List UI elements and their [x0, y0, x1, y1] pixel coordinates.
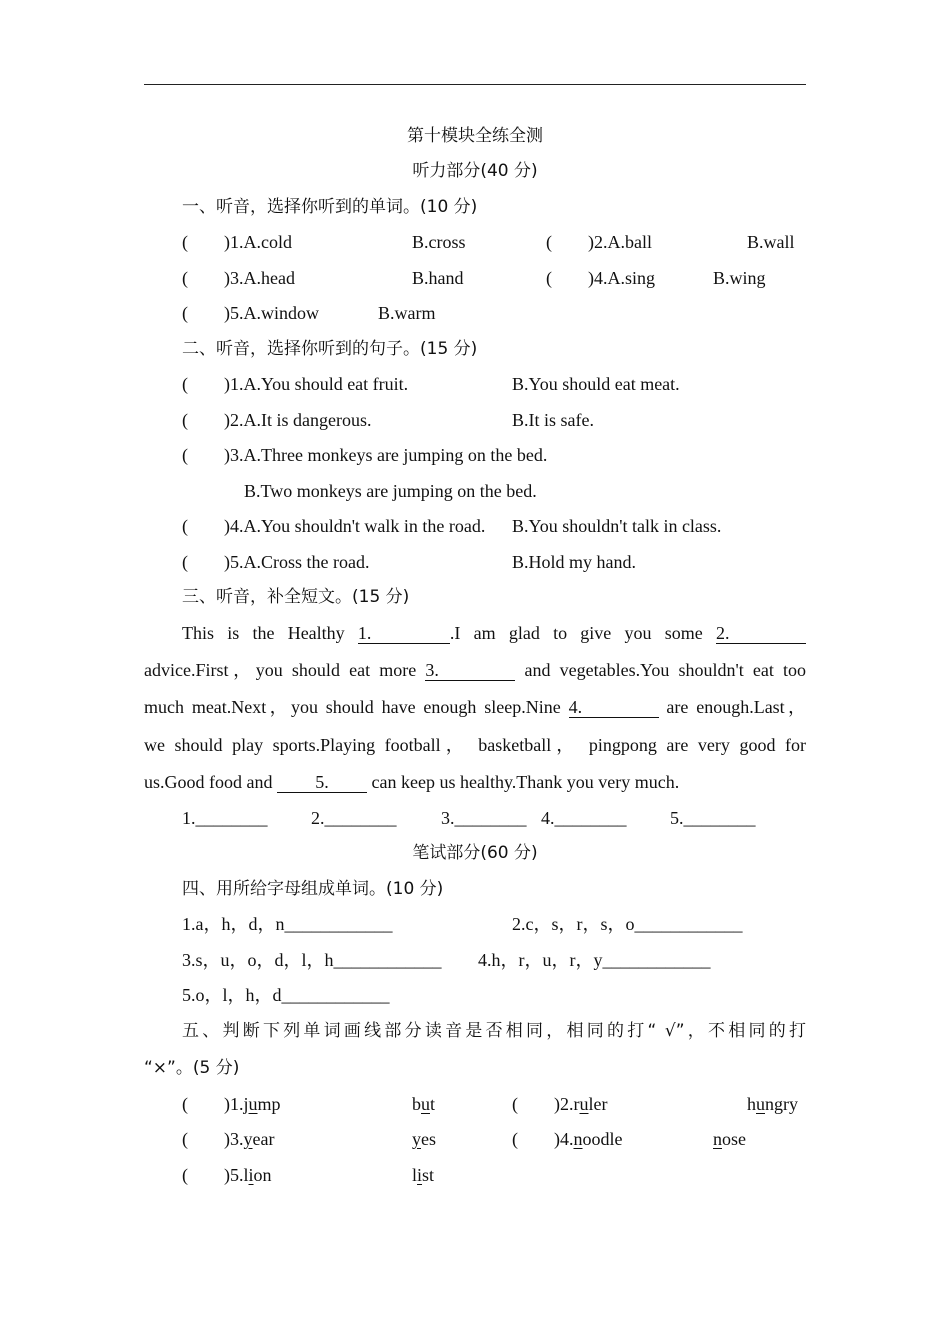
s2-q4-a: ( )4.A.You shouldn't walk in the road.: [182, 516, 486, 536]
answer-3[interactable]: 3.________: [441, 808, 527, 828]
section5-heading-line1: 五、判断下列单词画线部分读音是否相同，相同的打“ √”，不相同的打: [182, 1021, 806, 1041]
answer-paren[interactable]: ( ): [182, 1165, 230, 1185]
word-part: l: [412, 1165, 418, 1185]
s4-item-4[interactable]: 4.h，r，u，r，y____________: [478, 950, 711, 970]
s2-q1-b: B.You should eat meat.: [512, 374, 680, 394]
item-number: 3.: [230, 1129, 244, 1149]
underlined-letters: y: [412, 1129, 421, 1149]
s2-q2-b: B.It is safe.: [512, 410, 594, 430]
passage-blank-5[interactable]: 5.: [277, 772, 367, 793]
s5-item-3-compare: [412, 1127, 436, 1151]
word-part: on: [253, 1165, 272, 1185]
passage-blank-2[interactable]: 2.: [716, 623, 806, 644]
s5-item-4: [512, 1127, 623, 1151]
answer-4[interactable]: 4.________: [541, 808, 627, 828]
s4-item-5[interactable]: 5.o，l，h，d____________: [182, 985, 390, 1005]
word-part: ler: [588, 1094, 608, 1114]
passage-text: This is the Healthy: [182, 623, 345, 643]
s1-q4-b: B.wing: [713, 268, 766, 288]
s1-q3: ( )3.A.head: [182, 268, 295, 288]
passage-blank-1[interactable]: 1.: [358, 623, 450, 644]
s1-q4: ( )4.A.sing: [546, 268, 655, 288]
s2-q1-a: ( )1.A.You should eat fruit.: [182, 374, 409, 394]
answer-1[interactable]: 1.________: [182, 808, 268, 828]
s4-item-2[interactable]: 2.c，s，r，s，o____________: [512, 914, 743, 934]
s5-item-1-compare: [412, 1092, 435, 1116]
passage-blank-4[interactable]: 4.: [569, 697, 659, 718]
word-part: t: [430, 1094, 436, 1114]
section5-heading-line2: “×”。(5 分): [144, 1058, 240, 1078]
s1-q5-b: B.warm: [378, 303, 436, 323]
answer-paren[interactable]: ( ): [182, 1094, 230, 1114]
listening-header: 听力部分(40 分): [412, 161, 538, 181]
s5-item-5: [182, 1163, 272, 1187]
item-number: 1.: [230, 1094, 244, 1114]
s1-q3-b: B.hand: [412, 268, 464, 288]
section2-heading: 二、听音，选择你听到的句子。(15 分): [182, 339, 478, 359]
word-part: r: [573, 1094, 580, 1114]
passage-line-3: [144, 695, 806, 719]
s2-q5-a: ( )5.A.Cross the road.: [182, 552, 370, 572]
s5-item-4-compare: [713, 1127, 746, 1151]
underlined-letters: u: [579, 1094, 589, 1114]
passage-text: advice.First，you should eat more: [144, 660, 417, 680]
written-header: 笔试部分(60 分): [412, 843, 538, 863]
s1-q1-b: B.cross: [412, 232, 466, 252]
answer-paren[interactable]: ( ): [182, 1129, 230, 1149]
passage-text: .I am glad to give you some: [449, 623, 703, 643]
underlined-letters: u: [248, 1094, 258, 1114]
word-part: st: [422, 1165, 435, 1185]
s2-q3-b: B.Two monkeys are jumping on the bed.: [244, 481, 537, 501]
item-number: 5.: [230, 1165, 244, 1185]
word-part: ngry: [765, 1094, 798, 1114]
section4-heading: 四、用所给字母组成单词。(10 分): [182, 879, 444, 899]
passage-line-5: [144, 770, 679, 794]
word-part: es: [421, 1129, 436, 1149]
passage-text: much meat.Next，you should have enough sleep.Nine: [144, 697, 561, 717]
section3-heading: 三、听音，补全短文。(15 分): [182, 587, 410, 607]
word-part: ear: [252, 1129, 275, 1149]
s4-item-3[interactable]: 3.s，u，o，d，l，h____________: [182, 950, 442, 970]
section1-heading: 一、听音，选择你听到的单词。(10 分): [182, 197, 478, 217]
s5-item-1: [182, 1092, 281, 1116]
word-part: h: [747, 1094, 756, 1114]
underlined-letters: i: [248, 1165, 254, 1185]
s1-q1: ( )1.A.cold: [182, 232, 292, 252]
s5-item-5-compare: [412, 1163, 434, 1187]
word-part: j: [243, 1094, 249, 1114]
underlined-letters: n: [713, 1129, 722, 1149]
underlined-letters: u: [756, 1094, 765, 1114]
word-part: oodle: [582, 1129, 623, 1149]
s2-q4-b: B.You shouldn't talk in class.: [512, 516, 722, 536]
word-part: b: [412, 1094, 421, 1114]
passage-text: are enough.Last，: [666, 697, 807, 717]
word-part: l: [243, 1165, 249, 1185]
s5-item-2-compare: [747, 1092, 798, 1116]
page-title: 第十模块全练全测: [407, 126, 543, 146]
passage-text: us.Good food and: [144, 772, 273, 792]
passage-text: and vegetables.You shouldn't eat too: [524, 660, 806, 680]
s2-q3-a: ( )3.A.Three monkeys are jumping on the bed.: [182, 445, 548, 465]
answer-paren[interactable]: ( ): [512, 1094, 560, 1114]
header-rule: [144, 84, 806, 85]
s1-q2-b: B.wall: [747, 232, 795, 252]
passage-line-4: we should play sports.Playing football， basketball， pingpong are very good for: [144, 735, 806, 755]
item-number: 4.: [560, 1129, 574, 1149]
passage-text: can keep us healthy.Thank you very much.: [371, 772, 680, 792]
answer-2[interactable]: 2.________: [311, 808, 397, 828]
underlined-letters: u: [421, 1094, 430, 1114]
word-part: ose: [722, 1129, 746, 1149]
passage-line-2: [144, 658, 806, 682]
underlined-letters: i: [417, 1165, 423, 1185]
passage-line-1: [182, 621, 806, 645]
underlined-letters: n: [573, 1129, 583, 1149]
answer-5[interactable]: 5.________: [670, 808, 756, 828]
s1-q5: ( )5.A.window: [182, 303, 319, 323]
answer-paren[interactable]: ( ): [512, 1129, 560, 1149]
item-number: 2.: [560, 1094, 574, 1114]
word-part: mp: [257, 1094, 281, 1114]
s4-item-1[interactable]: 1.a，h，d，n____________: [182, 914, 393, 934]
s1-q2: ( )2.A.ball: [546, 232, 652, 252]
s5-item-3: [182, 1127, 274, 1151]
s2-q5-b: B.Hold my hand.: [512, 552, 636, 572]
s5-item-2: [512, 1092, 607, 1116]
underlined-letters: y: [243, 1129, 253, 1149]
passage-blank-3[interactable]: 3.: [425, 660, 515, 681]
s2-q2-a: ( )2.A.It is dangerous.: [182, 410, 372, 430]
